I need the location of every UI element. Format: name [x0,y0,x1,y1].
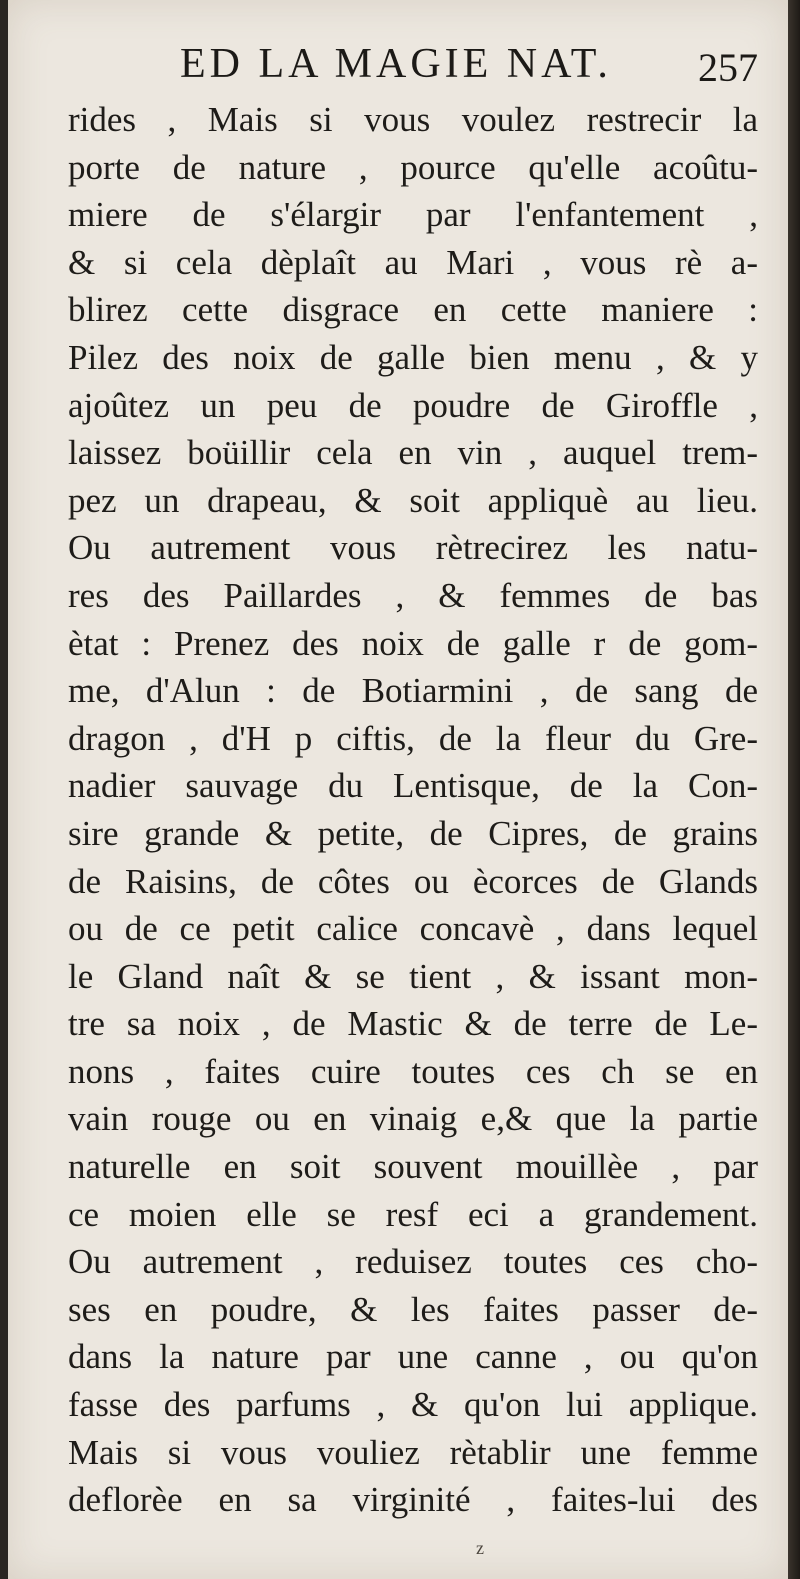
running-head: ED LA MAGIE NAT. [180,41,612,87]
page-number: 257 [698,45,758,90]
text-line: sire grande & petite, de Cipres, de grains [68,813,758,853]
text-line: naturelle en soit souvent mouillèe , par [68,1147,758,1187]
text-line: pez un drapeau, & soit appliquè au lieu. [68,480,758,520]
text-line: vain rouge ou en vinaig e,& que la partie [68,1099,758,1139]
page-edge-shadow [788,0,800,1579]
text-line: ajoûtez un peu de poudre de Giroffle , [68,385,758,425]
text-line: Ou autrement , reduisez toutes ces cho- [68,1242,758,1282]
text-line: ce moien elle se resf eci a grandement. [68,1194,758,1234]
text-line: Ou autrement vous rètrecirez les natu- [68,528,758,568]
text-line: ses en poudre, & les faites passer de- [68,1289,758,1329]
body-text [68,96,758,1524]
text-line: dans la nature par une canne , ou qu'on [68,1337,758,1377]
text-line: nons , faites cuire toutes ces ch se en [68,1051,758,1091]
text-line: le Gland naît & se tient , & issant mon- [68,956,758,996]
text-line: Pilez des noix de galle bien menu , & y [68,337,758,377]
signature-mark: z [476,1538,484,1558]
text-line: nadier sauvage du Lentisque, de la Con- [68,766,758,806]
text-line: miere de s'élargir par l'enfantement , [68,195,758,235]
page-header [68,40,758,100]
text-line: ètat : Prenez des noix de galle r de gom- [68,623,758,663]
text-line: ou de ce petit calice concavè , dans lequel [68,909,758,949]
text-line: res des Paillardes , & femmes de bas [68,575,758,615]
text-line: rides , Mais si vous voulez restrecir la [68,100,758,139]
text-line: dragon , d'H p ciftis, de la fleur du Gre- [68,718,758,758]
book-page [8,0,788,1579]
text-line: tre sa noix , de Mastic & de terre de Le- [68,1004,758,1044]
text-line: deflorèe en sa virginité , faites-lui des [68,1480,758,1520]
text-line: me, d'Alun : de Botiarmini , de sang de [68,671,758,711]
text-line: porte de nature , pource qu'elle acoûtu- [68,147,758,187]
text-line: blirez cette disgrace en cette maniere : [68,290,758,330]
text-line: laissez boüillir cela en vin , auquel trem- [68,433,758,473]
text-line: Mais si vous vouliez rètablir une femme [68,1432,758,1472]
text-line: fasse des parfums , & qu'on lui applique. [68,1385,758,1425]
text-line: de Raisins, de côtes ou ècorces de Glands [68,861,758,901]
text-line: & si cela dèplaît au Mari , vous rè a- [68,242,758,282]
